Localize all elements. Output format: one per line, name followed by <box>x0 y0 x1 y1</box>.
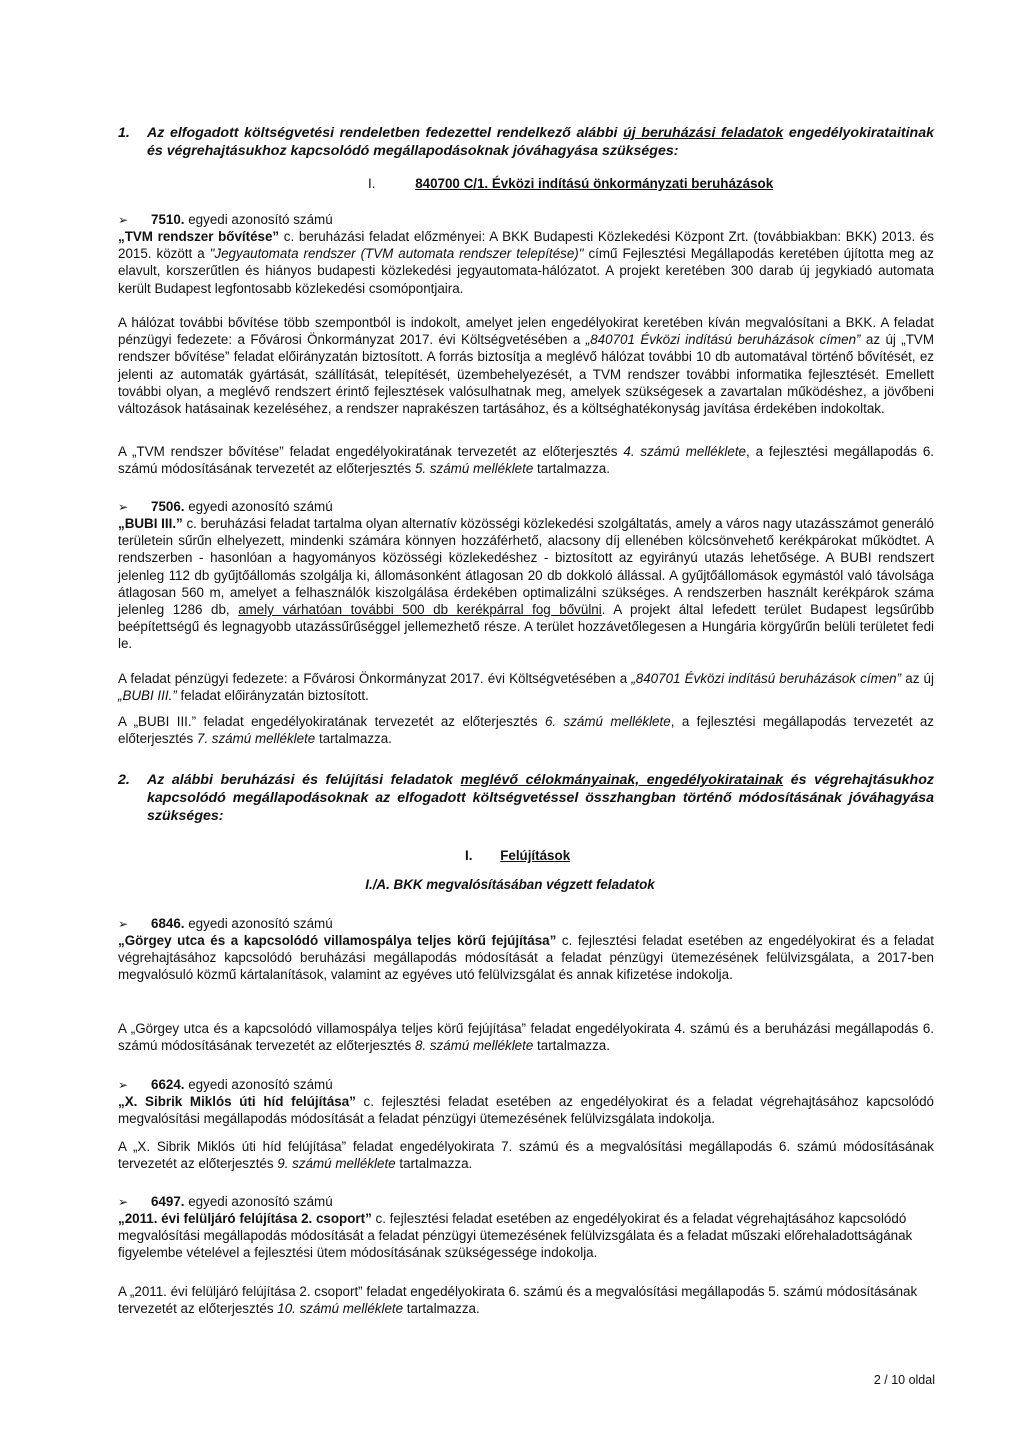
item-id-suffix: egyedi azonosító számú <box>184 916 333 931</box>
heading-text: Az elfogadott költségvetési rendeletben fedezettel rendelkező alábbi <box>147 125 624 141</box>
subheading-roman: I. <box>465 848 473 863</box>
text-italic: 5. számú melléklete <box>414 461 534 477</box>
text-italic: „BUBI III.” <box>118 688 177 704</box>
text-italic: 9. számú melléklete <box>277 1156 396 1172</box>
item-6624-p1 <box>118 1093 934 1127</box>
item-id: 6846. <box>151 916 185 931</box>
text: tartalmazza. <box>403 1301 480 1317</box>
item-7506-id-line <box>118 498 934 516</box>
item-7506-p3 <box>118 713 934 747</box>
text-underlined: amely várhatóan további 500 db kerékpárral fog bővülni <box>238 602 602 618</box>
subheading-roman: I. <box>368 176 376 191</box>
section-2-number: 2. <box>118 772 130 788</box>
arrow-bullet-icon: ➢ <box>118 1195 129 1209</box>
subheading-bkk: I./A. BKK megvalósításában végzett feladatok <box>365 877 655 892</box>
item-6846-id-line <box>118 915 934 933</box>
text: c. fejlesztési feladat esetében az engedélyokirat és a feladat végrehajtásához kapcsolódó beruházási megállapodás módosítását a feladat pénzügyi ütemezésének felülvizsgálata, a 2017-ben megvalósuló közmű kártalanítások, valamint az egyéves utó felülvizsgálat és annak kifizetése indokolja. <box>118 933 935 983</box>
page-number: 2 / 10 oldal <box>873 1373 935 1387</box>
item-7506-p2 <box>118 670 934 704</box>
section-1-heading <box>147 124 934 160</box>
item-id-suffix: egyedi azonosító számú <box>184 212 333 227</box>
item-id: 7510. <box>151 212 185 227</box>
item-6846-p1 <box>118 932 934 984</box>
subheading-840700 <box>368 175 828 192</box>
text: c. fejlesztési feladat esetében az engedélyokirat és a feladat végrehajtásához kapcsolódó megvalósítási megállapodás módosítását a feladat pénzügyi ütemezésének felülvizsgálata indokolja. <box>118 1094 934 1127</box>
text: A hálózat további bővítése több szempontból is indokolt, amelyet jelen engedélyokirat keretében kíván megvalósítani a BKK. A feladat pénzügyi fedezete: a Fővárosi Önkormányzat 2017. évi Költségvetésében a <box>118 315 934 348</box>
text-italic: 7. számú melléklete <box>196 731 316 747</box>
text: című Fejlesztési Megállapodás keretében újította meg az elavult, korszerűtlen és hiányos budapesti közlekedési jegyautomata-hálózatot. A projekt keretében 300 darab új jegykiadó automata került Budapest legfontosabb közlekedési csomópontjaira. <box>118 246 935 296</box>
item-7510-p3 <box>118 443 934 477</box>
text: A feladat pénzügyi fedezete: a Fővárosi Önkormányzat 2017. évi Költségvetésében a <box>118 671 632 686</box>
item-id: 6497. <box>151 1194 185 1209</box>
item-7510-p1 <box>118 228 934 297</box>
text: feladat előirányzatán biztosított. <box>176 688 369 704</box>
arrow-bullet-icon: ➢ <box>118 500 129 514</box>
text: A „X. Sibrik Miklós úti híd felújítása” feladat engedélyokirata 7. számú és a megvalósítási megállapodás 6. számú módosításának tervezetét az előterjesztés <box>118 1139 934 1172</box>
item-title: „X. Sibrik Miklós úti híd felújítása” <box>118 1094 356 1109</box>
text: c. beruházási feladat előzményei: A BKK Budapesti Közlekedési Központ Zrt. (továbbiakban: BKK) 2013. és 2015. között a <box>118 229 934 262</box>
item-title: „Görgey utca és a kapcsolódó villamospálya teljes körű fejújítása” <box>118 933 557 948</box>
text-italic: 6. számú melléklete <box>544 714 671 729</box>
text: A „2011. évi felüljáró felújítása 2. csoport” feladat engedélyokirata 6. számú és a megvalósítási megállapodás 5. számú módosításának tervezetét az előterjesztés <box>118 1284 918 1317</box>
heading-underlined-text: új beruházási feladatok <box>623 125 784 141</box>
text: tartalmazza. <box>533 1038 610 1054</box>
item-title: „2011. évi felüljáró felújítása 2. csoport” <box>118 1211 372 1226</box>
item-id: 6624. <box>151 1077 185 1092</box>
arrow-bullet-icon: ➢ <box>118 1078 129 1092</box>
text: tartalmazza. <box>533 461 610 477</box>
section-2-heading <box>147 771 934 825</box>
item-title: „BUBI III.” <box>118 516 183 531</box>
subheading-felujitasok <box>465 847 665 864</box>
arrow-bullet-icon: ➢ <box>118 917 129 931</box>
item-7510-id-line <box>118 211 934 229</box>
item-6624-p2 <box>118 1138 934 1172</box>
item-7510-p2 <box>118 314 934 417</box>
item-6846-p2 <box>118 1020 934 1054</box>
text: c. beruházási feladat tartalma olyan alternatív közösségi közlekedési szolgáltatás, amely a város nagy utazásszámot generáló területein sűrűn elhelyezett, mindenki számára könnyen hozzáférhető, alacsony díj ellenében kölcsönvehető kerékpárokat működtet. A rendszerben - hasonlóan a hagyományos közösségi közlekedéshez - biztosított az egyirányú utazás lehetősége. A BUBI rendszert jelenleg 112 db gyűjtőállomás szolgálja ki, állomásonként átlagosan 20 db dokkoló állással. A gyűjtőállomások egymástól való távolsága átlagosan 560 m, amelyet a felhasználók kiszolgálása érdekében optimalizálni szükséges. A rendszerben használt kerékpárok száma jelenleg 1286 db, <box>118 516 934 618</box>
subheading-text: 840700 C/1. Évközi indítású önkormányzati beruházások <box>415 176 774 191</box>
text-italic: „840701 Évközi indítású beruházások címen” <box>585 332 861 348</box>
item-7506-p1 <box>118 515 934 653</box>
text: tartalmazza. <box>395 1156 473 1172</box>
text: A „TVM rendszer bővítése” feladat engedélyokiratának tervezetét az előterjesztés <box>118 444 624 459</box>
text-italic: 10. számú melléklete <box>277 1301 404 1317</box>
text-italic: "Jegyautomata rendszer (TVM automata rendszer telepítése)" <box>209 246 584 262</box>
item-6497-p1 <box>118 1210 938 1262</box>
item-id: 7506. <box>151 499 185 514</box>
text-italic: 8. számú melléklete <box>414 1038 534 1054</box>
heading-underlined-text: meglévő célokmányainak, engedélyokiratainak <box>460 772 784 788</box>
text: tartalmazza. <box>315 731 392 747</box>
text: az új „TVM rendszer bővítése” feladat előirányzatán biztosított. A forrás biztosítja a meglévő hálózat további 10 db automatával történő bővítését, ez jelenti az automaták gyártását, szállítását, telepítését, üzembehelyezését, a TVM rendszer további informatika fejlesztését. Emellett további olyan, a meglévő rendszert érintő fejlesztések valósulhatnak meg, amelyek szükségesek a zavartalan működéshez, a jövőbeni változások hatásainak kezeléséhez, a rendszer naprakészen tartásához, és a költséghatékonyság javítása érdekében indokoltak. <box>118 332 934 417</box>
item-title: „TVM rendszer bővítése” <box>118 229 280 244</box>
subheading-text: Felújítások <box>500 848 571 863</box>
heading-text-cont: és végrehajtásukhoz kapcsolódó megállapodásoknak az elfogadott költségvetéssel összhangban történő módosításának jóváhagyása szükséges: <box>147 772 934 824</box>
text-italic: „840701 Évközi indítású beruházások címen” <box>631 671 902 686</box>
text: . A projekt által lefedett terület Budapest legsűrűbb beépítettségű és legnagyobb utazássűrűséggel jellemezhető része. A terület hozzávetőlegesen a Hungária körgyűrűn belüli területet fedi le. <box>118 602 935 652</box>
text: A „Görgey utca és a kapcsolódó villamospálya teljes körű fejújítása” feladat engedélyokirata 4. számú és a beruházási megállapodás 6. számú módosításának tervezetét az előterjesztés <box>118 1021 934 1054</box>
item-id-suffix: egyedi azonosító számú <box>184 499 333 514</box>
text: , a fejlesztési megállapodás 6. számú módosításának tervezetét az előterjesztés <box>118 444 934 477</box>
text: az új <box>901 671 934 686</box>
text: A „BUBI III.” feladat engedélyokiratának tervezetét az előterjesztés <box>118 714 545 729</box>
text: , a fejlesztési megállapodás tervezetét az előterjesztés <box>118 714 935 747</box>
text-italic: 4. számú melléklete <box>623 444 747 459</box>
item-6624-id-line <box>118 1076 934 1094</box>
item-6497-id-line <box>118 1193 934 1211</box>
item-6497-p2 <box>118 1283 934 1317</box>
heading-text-cont: engedélyokirataitinak és végrehajtásukhoz kapcsolódó megállapodásoknak jóváhagyása szükséges: <box>147 125 935 159</box>
arrow-bullet-icon: ➢ <box>118 213 129 227</box>
text: c. fejlesztési feladat esetében az engedélyokirat és a feladat végrehajtásához kapcsolódó megvalósítási megállapodás módosítását a feladat pénzügyi ütemezésének felülvizsgálata és a feladat műszaki előrehaladottságának figyelembe vételével a fejlesztési ütem módosításának szükségessége indokolja. <box>118 1211 913 1261</box>
item-id-suffix: egyedi azonosító számú <box>184 1194 333 1209</box>
item-id-suffix: egyedi azonosító számú <box>184 1077 333 1092</box>
section-1-number: 1. <box>118 125 130 141</box>
heading-text: Az alábbi beruházási és felújítási feladatok <box>147 772 461 788</box>
